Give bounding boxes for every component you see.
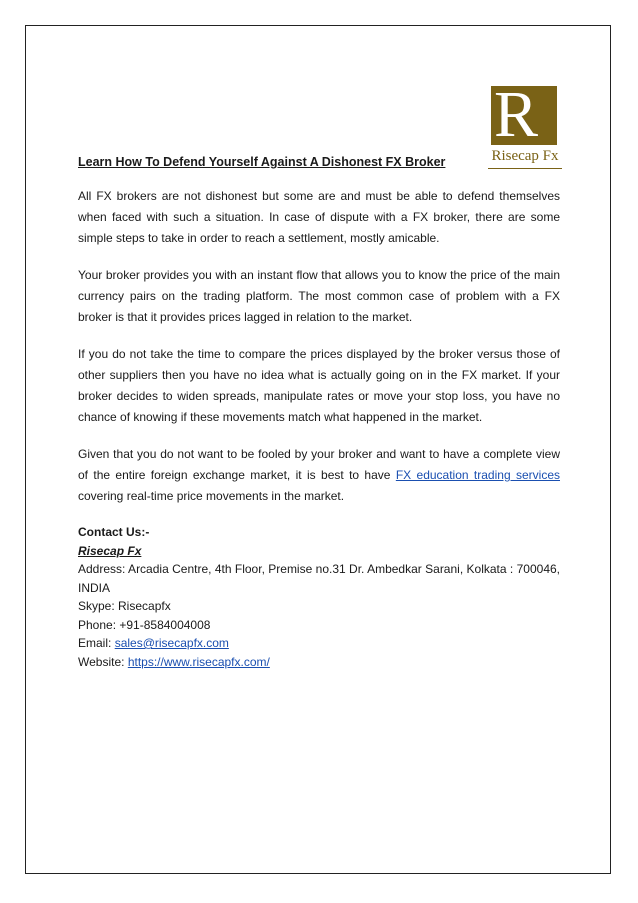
paragraph-2: Your broker provides you with an instant flow that allows you to know the price of the main currency pairs on the trading platform. The most common case of problem with a FX broker is that it provides prices lagged in relation to the market. [78, 268, 560, 324]
contact-email-link[interactable]: sales@risecapfx.com [114, 636, 229, 650]
contact-heading: Contact Us:- [78, 525, 150, 539]
logo-letter: R [493, 78, 539, 151]
fx-education-link[interactable]: FX education trading services [395, 468, 560, 482]
document-title: Learn How To Defend Yourself Against A Dishonest FX Broker [78, 155, 446, 169]
contact-company: Risecap Fx [78, 543, 142, 558]
logo-mark [491, 78, 557, 151]
contact-email-row [78, 634, 560, 653]
paragraph-3: If you do not take the time to compare the prices displayed by the broker versus those of other suppliers then you have no idea what is actually going on in the FX market. If your broker decides to widen spreads, manipulate rates or move your stop loss, you have no chance of knowing if these movements match what happened in the market. [78, 347, 560, 424]
contact-phone: Phone: +91-8584004008 [78, 617, 211, 632]
logo-caption: Risecap Fx [491, 148, 559, 164]
contact-website-label: Website: [78, 654, 128, 669]
paragraph-4-text-after: covering real-time price movements in the market. [78, 489, 345, 503]
paragraph-4 [78, 444, 560, 507]
contact-website-link[interactable]: https://www.risecapfx.com/ [127, 654, 270, 669]
contact-email-label: Email: [78, 636, 115, 650]
contact-website-row [78, 653, 560, 672]
contact-address: Address: Arcadia Centre, 4th Floor, Premise no.31 Dr. Ambedkar Sarani, Kolkata : 700046, INDIA [78, 562, 560, 595]
paragraph-1: All FX brokers are not dishonest but some are and must be able to defend themselves when faced with such a situation. In case of dispute with a FX broker, there are some simple steps to take in order to reach a settlement, mostly amicable. [78, 189, 560, 245]
contact-skype: Skype: Risecapfx [78, 599, 171, 613]
document-body [78, 152, 560, 671]
contact-section [78, 523, 560, 671]
paragraph-4-text-before: Given that you do not want to be fooled by your broker and want to have a complete view of the entire foreign exchange market, it is best to have [78, 447, 560, 482]
